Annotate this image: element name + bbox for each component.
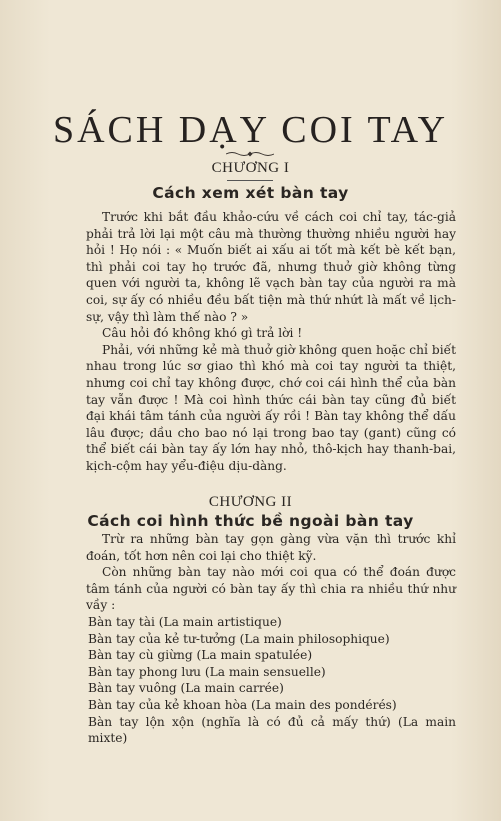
paragraph: Trừ ra những bàn tay gọn gàng vừa vặn thì trước khỉ đoán, tốt hơn nên coi lại cho thiệt kỹ. <box>86 532 456 563</box>
paragraph: Còn những bàn tay nào mới coi qua có thể đoán được tâm tánh của người có bàn tay ấy thì chia ra nhiều thứ như vầy : <box>86 565 456 613</box>
list-item: Bàn tay tài (La main artistique) <box>88 614 282 629</box>
list-item: Bàn tay cù giừng (La main spatulée) <box>88 648 313 663</box>
chapter-2-heading: CHƯƠNG II <box>208 494 293 510</box>
chapter-2-section-title: Cách coi hình thức bề ngoài bàn tay <box>87 512 414 530</box>
paragraph: Câu hỏi đó không khó gì trả lời ! <box>102 326 303 341</box>
chapter-1-heading: CHƯƠNG I <box>211 160 290 176</box>
paragraph: Phải, với những kẻ mà thuở giờ không quen hoặc chỉ biết nhau trong lúc sơ giao thì khó mà coi tay người ta thiệt, nhưng coi chỉ tay không được, chớ coi cái hình thể của bàn tay vẫn được ! Mà coi hình thức cái bàn tay cũng đủ biết đại khái tâm tánh của người ấy rồi ! Bàn tay không thể dấu lâu được; dầu cho bao nó lại trong bao tay (gant) cũng có thể biết cái bàn tay ấy lớn hay nhỏ, thô-kịch hay thanh-bai, kịch-cộm hay yểu-điệu dịu-dàng. <box>86 342 456 473</box>
hand-types-list <box>88 614 456 747</box>
chapter-1-section-title: Cách xem xét bàn tay <box>152 184 349 202</box>
list-item: Bàn tay vuông (La main carrée) <box>88 681 284 696</box>
paragraph: Trước khi bắt đầu khảo-cứu về cách coi chỉ tay, tác-giả phải trả lời lại một câu mà thường thường nhiều người hay hỏi ! Họ nói : « Muốn biết ai xấu ai tốt mà kết bè kết bạn, thì phải coi tay họ trước đã, nhưng thuở giờ không từng quen với người ta, không lẽ vạch bàn tay của người ra mà coi, sự ấy có nhiều đều bất tiện mà thứ nhứt là mất về lịch-sự, vậy thì làm thế nào ? » <box>86 210 456 324</box>
list-item: Bàn tay của kẻ tư-tưởng (La main philosophique) <box>88 631 390 646</box>
list-item: Bàn tay phong lưu (La main sensuelle) <box>88 664 326 679</box>
list-item: Bàn tay lộn xộn (nghĩa là có đủ cả mấy thứ) (La main mixte) <box>88 714 456 746</box>
ornament-divider <box>226 150 274 158</box>
chapter-1-rule <box>227 180 273 181</box>
list-item: Bàn tay của kẻ khoan hòa (La main des pondérés) <box>88 697 397 712</box>
book-title: SÁCH DẠY COI TAY <box>52 109 449 151</box>
chapter-1-body <box>86 209 456 475</box>
chapter-2-body <box>86 531 456 747</box>
